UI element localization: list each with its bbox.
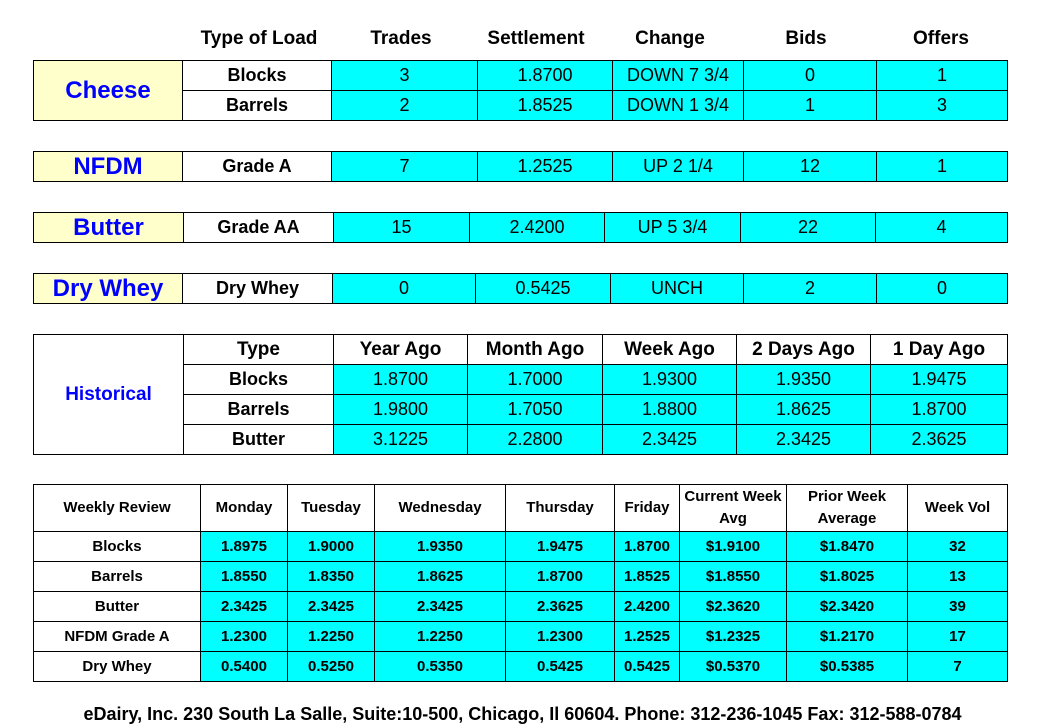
table-cell: $1.8025 [787, 562, 908, 592]
header-bids: Bids [785, 28, 827, 49]
table-cell: 1.8975 [201, 532, 288, 562]
table-cell: 2.3425 [288, 592, 375, 622]
header-change: Change [635, 28, 705, 49]
table-cell: 39 [908, 592, 1008, 622]
column-header: Tuesday [288, 485, 375, 532]
column-header: Month Ago [468, 335, 603, 365]
table-cell: 1.7050 [468, 395, 603, 425]
table-cell: 1.8525 [615, 562, 680, 592]
cell-trades: 3 [332, 61, 478, 91]
cell-settlement: 1.2525 [478, 152, 613, 182]
cell-settlement: 1.8700 [478, 61, 613, 91]
cell-bids: 0 [744, 61, 877, 91]
table-cell: 2.4200 [615, 592, 680, 622]
cell-change: UP 2 1/4 [613, 152, 744, 182]
table-cell: 1.8800 [603, 395, 737, 425]
table-cell: 1.8700 [871, 395, 1008, 425]
cell-offers: 3 [877, 91, 1008, 121]
table-cell: 1.9350 [737, 365, 871, 395]
table-cell: 0.5425 [506, 652, 615, 682]
table-cell: 1.9800 [334, 395, 468, 425]
column-header: Year Ago [334, 335, 468, 365]
cell-bids: 1 [744, 91, 877, 121]
cell-trades: 15 [334, 213, 470, 243]
cell-type: Grade A [183, 152, 332, 182]
cheese-label: Cheese [34, 61, 183, 121]
historical-table [33, 334, 1008, 455]
cell-change: UP 5 3/4 [605, 213, 741, 243]
cell-bids: 2 [744, 274, 877, 304]
nfdm-table [33, 151, 1008, 182]
column-header: Type [184, 335, 334, 365]
table-cell: 2.3425 [375, 592, 506, 622]
table-cell: 1.8700 [506, 562, 615, 592]
table-cell: 32 [908, 532, 1008, 562]
row-label: Butter [34, 592, 201, 622]
table-cell: 0.5350 [375, 652, 506, 682]
cell-bids: 22 [741, 213, 876, 243]
table-cell: 1.8625 [375, 562, 506, 592]
column-header: Current Week Avg [680, 485, 787, 532]
row-label: Blocks [184, 365, 334, 395]
cell-offers: 1 [877, 61, 1008, 91]
table-cell: 1.8550 [201, 562, 288, 592]
column-header: Wednesday [375, 485, 506, 532]
table-cell: 2.3625 [871, 425, 1008, 455]
table-cell: 2.3425 [201, 592, 288, 622]
table-cell: 2.3425 [737, 425, 871, 455]
column-header: Monday [201, 485, 288, 532]
table-cell: 1.9475 [506, 532, 615, 562]
table-cell: 1.8625 [737, 395, 871, 425]
header-trades: Trades [370, 28, 432, 49]
cell-type: Dry Whey [183, 274, 333, 304]
table-cell: 1.2250 [288, 622, 375, 652]
cell-type: Blocks [183, 61, 332, 91]
column-header: Weekly Review [34, 485, 201, 532]
cell-settlement: 1.8525 [478, 91, 613, 121]
cell-type: Barrels [183, 91, 332, 121]
row-label: Dry Whey [34, 652, 201, 682]
row-label: NFDM Grade A [34, 622, 201, 652]
cell-change: DOWN 7 3/4 [613, 61, 744, 91]
table-cell: 1.2300 [201, 622, 288, 652]
column-header: Prior Week Average [787, 485, 908, 532]
table-cell: $1.8550 [680, 562, 787, 592]
row-label: Blocks [34, 532, 201, 562]
table-cell: 1.9000 [288, 532, 375, 562]
table-cell: 1.8700 [615, 532, 680, 562]
header-offers: Offers [913, 28, 969, 49]
table-cell: $2.3620 [680, 592, 787, 622]
table-cell: 7 [908, 652, 1008, 682]
cell-change: DOWN 1 3/4 [613, 91, 744, 121]
table-cell: 1.8350 [288, 562, 375, 592]
table-cell: $1.2170 [787, 622, 908, 652]
cheese-table [33, 60, 1008, 121]
cell-offers: 1 [877, 152, 1008, 182]
cell-trades: 0 [333, 274, 476, 304]
header-settlement: Settlement [487, 28, 585, 49]
table-cell: 2.3425 [603, 425, 737, 455]
drywhey-table [33, 273, 1008, 304]
table-cell: 1.2525 [615, 622, 680, 652]
row-label: Barrels [34, 562, 201, 592]
cell-settlement: 0.5425 [476, 274, 611, 304]
table-cell: 2.2800 [468, 425, 603, 455]
cell-trades: 2 [332, 91, 478, 121]
table-cell: 1.7000 [468, 365, 603, 395]
table-cell: 1.9300 [603, 365, 737, 395]
table-cell: 3.1225 [334, 425, 468, 455]
drywhey-label: Dry Whey [34, 274, 183, 304]
row-label: Butter [184, 425, 334, 455]
table-cell: 1.8700 [334, 365, 468, 395]
cell-offers: 0 [877, 274, 1008, 304]
table-cell: 17 [908, 622, 1008, 652]
cell-settlement: 2.4200 [470, 213, 605, 243]
table-cell: 2.3625 [506, 592, 615, 622]
cell-bids: 12 [744, 152, 877, 182]
table-cell: 0.5400 [201, 652, 288, 682]
table-cell: 1.2250 [375, 622, 506, 652]
header-type-of-load: Type of Load [200, 28, 318, 49]
cell-type: Grade AA [184, 213, 334, 243]
table-cell: $1.8470 [787, 532, 908, 562]
table-cell: 1.9350 [375, 532, 506, 562]
cell-change: UNCH [611, 274, 744, 304]
butter-label: Butter [34, 213, 184, 243]
footer-address: eDairy, Inc. 230 South La Salle, Suite:10-500, Chicago, Il 60604. Phone: 312-236-1045 Fax: 312-588-0784 [83, 704, 962, 724]
column-header: Week Vol [908, 485, 1008, 532]
column-header: Week Ago [603, 335, 737, 365]
row-label: Barrels [184, 395, 334, 425]
column-header: Thursday [506, 485, 615, 532]
column-header: Friday [615, 485, 680, 532]
column-header: 1 Day Ago [871, 335, 1008, 365]
table-cell: $0.5370 [680, 652, 787, 682]
table-cell: 13 [908, 562, 1008, 592]
butter-table [33, 212, 1008, 243]
historical-label: Historical [34, 335, 184, 455]
table-cell: 1.9475 [871, 365, 1008, 395]
column-header: 2 Days Ago [737, 335, 871, 365]
table-cell: $1.2325 [680, 622, 787, 652]
cell-offers: 4 [876, 213, 1008, 243]
table-cell: $1.9100 [680, 532, 787, 562]
table-cell: $2.3420 [787, 592, 908, 622]
table-cell: 0.5250 [288, 652, 375, 682]
table-cell: $0.5385 [787, 652, 908, 682]
cell-trades: 7 [332, 152, 478, 182]
table-cell: 1.2300 [506, 622, 615, 652]
table-cell: 0.5425 [615, 652, 680, 682]
nfdm-label: NFDM [34, 152, 183, 182]
weekly-review-table [33, 484, 1008, 682]
